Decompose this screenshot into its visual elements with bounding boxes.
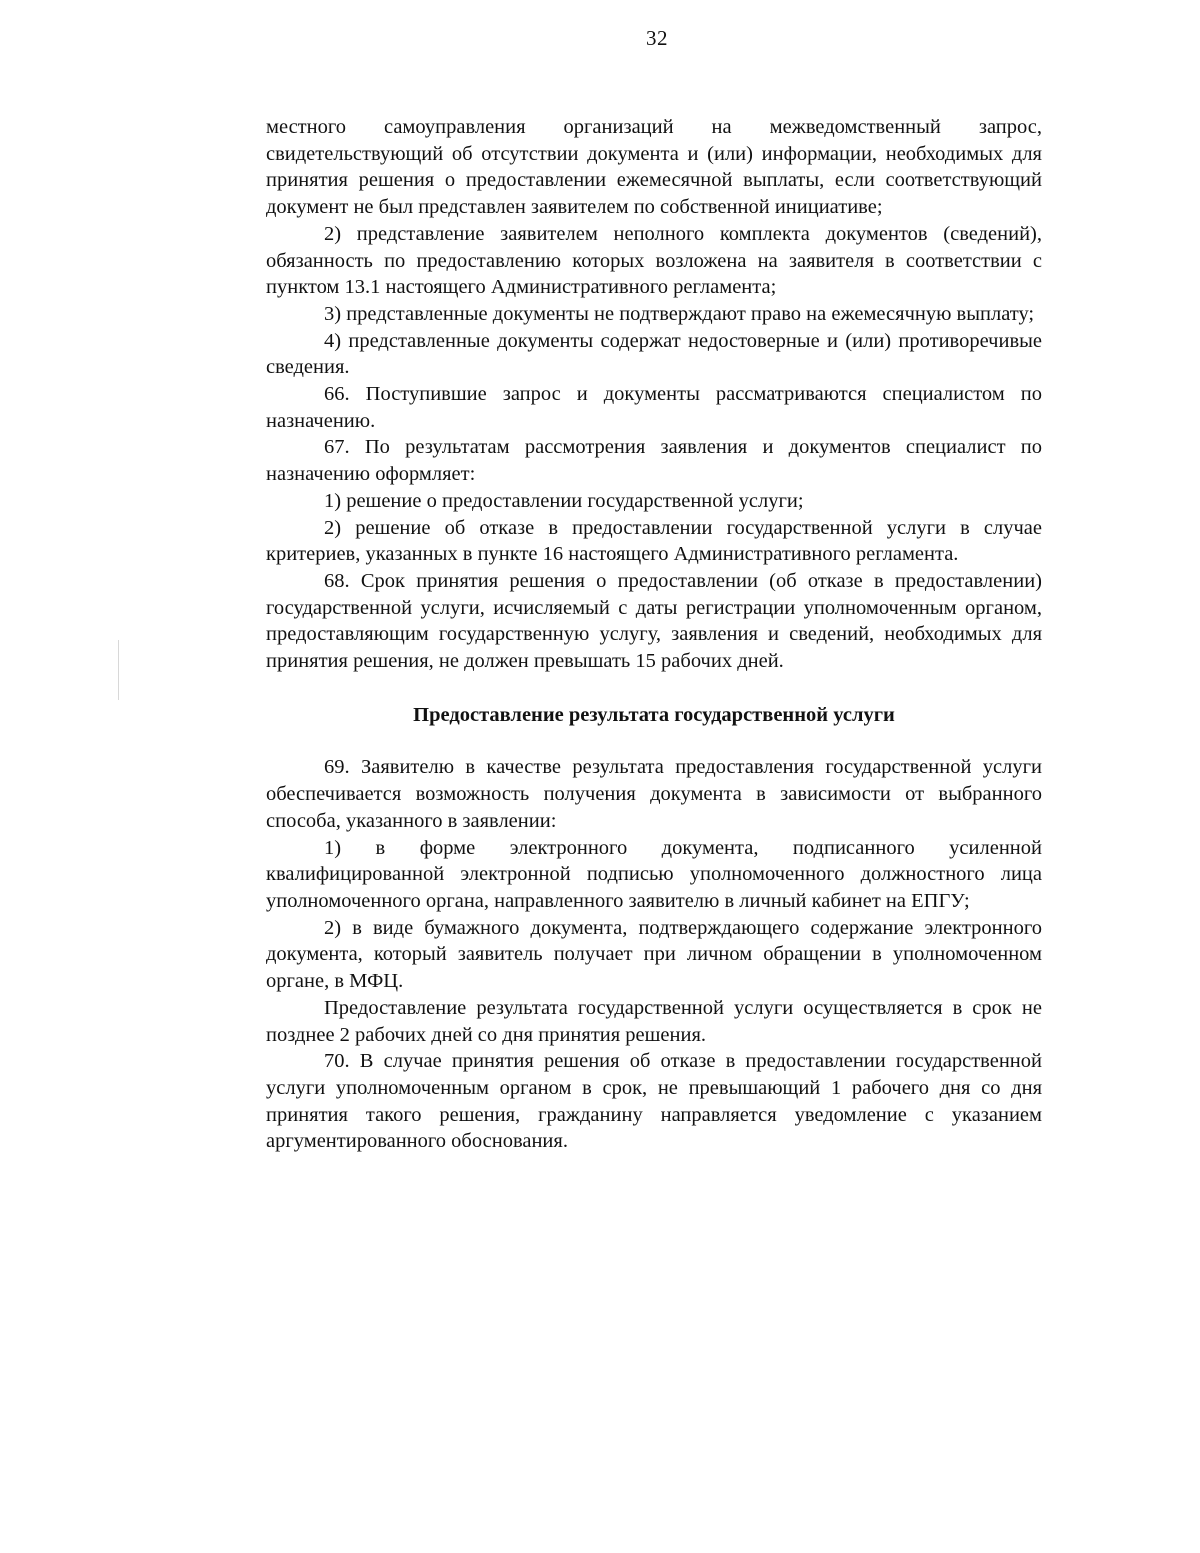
paragraph-69-item-2: 2) в виде бумажного документа, подтверждающего содержание электронного документа, который заявитель получает при личном обращении в уполномоченном органе, в МФЦ.: [266, 916, 1042, 993]
paragraph-67-item-2: 2) решение об отказе в предоставлении государственной услуги в случае критериев, указанных в пункте 16 настоящего Административного регламента.: [266, 516, 1042, 566]
paragraph-item-2: 2) представление заявителем неполного комплекта документов (сведений), обязанность по предоставлению которых возложена на заявителя в соответствии с пунктом 13.1 настоящего Административного регламента;: [266, 222, 1042, 299]
paragraph-item-3: 3) представленные документы не подтверждают право на ежемесячную выплату;: [324, 302, 1035, 325]
paragraph-70: 70. В случае принятия решения об отказе в предоставлении государственной услуги уполномоченным органом в срок, не превышающий 1 рабочего дня со дня принятия такого решения, гражданину направляется уведомление с указанием аргументированного обоснования.: [266, 1050, 1042, 1153]
document-body: [266, 114, 1042, 1155]
paragraph-67: 67. По результатам рассмотрения заявления и документов специалист по назначению оформляет:: [266, 436, 1042, 486]
paragraph-68: 68. Срок принятия решения о предоставлении (об отказе в предоставлении) государственной услуги, исчисляемый с даты регистрации уполномоченным органом, предоставляющим государственную услугу, заявления и сведений, необходимых для принятия решения, не должен превышать 15 рабочих дней.: [266, 569, 1042, 673]
page-number: 32: [646, 26, 668, 50]
scan-artifact-line: [118, 640, 119, 700]
paragraph-67-item-1: 1) решение о предоставлении государственной услуги;: [324, 489, 804, 512]
paragraph-continuation: местного самоуправления организаций на межведомственный запрос, свидетельствующий об отсутствии документа и (или) информации, необходимых для принятия решения о предоставлении ежемесячной выплаты, если соответствующий документ не был представлен заявителем по собственной инициативе;: [266, 116, 1042, 219]
paragraph-66: 66. Поступившие запрос и документы рассматриваются специалистом по назначению.: [266, 383, 1042, 432]
paragraph-69: 69. Заявителю в качестве результата предоставления государственной услуги обеспечивается возможность получения документа в зависимости от выбранного способа, указанного в заявлении:: [266, 756, 1042, 832]
paragraph-69-item-1: 1) в форме электронного документа, подписанного усиленной квалифицированной электронной подписью уполномоченного должностного лица уполномоченного органа, направленного заявителю в личный кабинет на ЕПГУ;: [266, 836, 1042, 912]
section-heading: Предоставление результата государственной услуги: [413, 703, 895, 726]
paragraph-result-deadline: Предоставление результата государственной услуги осуществляется в срок не позднее 2 рабочих дней со дня принятия решения.: [266, 996, 1042, 1046]
paragraph-item-4: 4) представленные документы содержат недостоверные и (или) противоречивые сведения.: [266, 329, 1042, 379]
